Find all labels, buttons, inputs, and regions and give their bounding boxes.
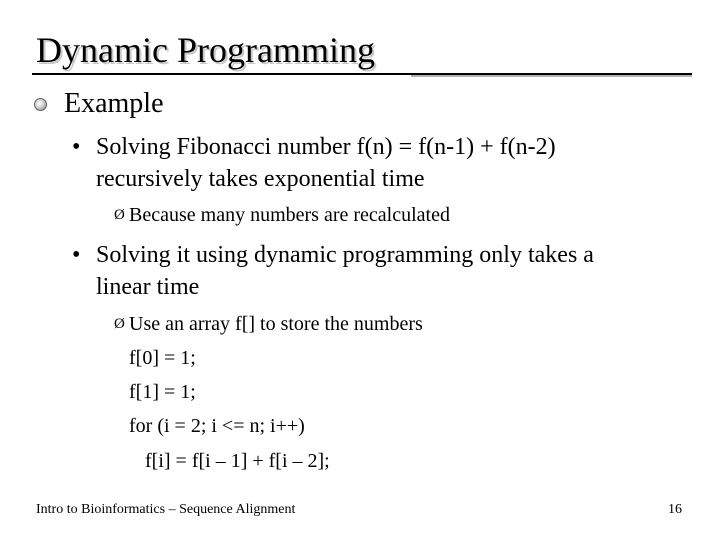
- code-line: f[i] = f[i – 1] + f[i – 2];: [145, 450, 330, 472]
- slide-title: Dynamic Programming: [36, 30, 375, 70]
- arrow-bullet-icon: Ø: [114, 207, 125, 223]
- bullet-dot-icon: •: [72, 134, 81, 160]
- code-line: f[0] = 1;: [129, 347, 196, 369]
- slide-footer: Intro to Bioinformatics – Sequence Alignment: [36, 502, 296, 517]
- page-number: 16: [668, 502, 682, 517]
- sub-bullet-array: Use an array f[] to store the numbers: [129, 313, 423, 335]
- title-underline-shadow: [411, 75, 692, 77]
- arrow-bullet-icon: Ø: [114, 316, 125, 332]
- bullet-dynamic-line-1: Solving it using dynamic programming only takes a: [96, 242, 594, 268]
- example-heading: Example: [64, 88, 164, 119]
- bullet-dot-icon: •: [72, 242, 81, 268]
- sphere-bullet-icon: [34, 98, 47, 111]
- bullet-recursive-line-2: recursively takes exponential time: [96, 166, 425, 192]
- code-line: for (i = 2; i <= n; i++): [129, 415, 305, 437]
- bullet-recursive-line-1: Solving Fibonacci number f(n) = f(n-1) + f(n-2): [96, 134, 556, 160]
- code-line: f[1] = 1;: [129, 381, 196, 403]
- sub-bullet-recalculated: Because many numbers are recalculated: [129, 204, 450, 226]
- bullet-dynamic-line-2: linear time: [96, 274, 200, 300]
